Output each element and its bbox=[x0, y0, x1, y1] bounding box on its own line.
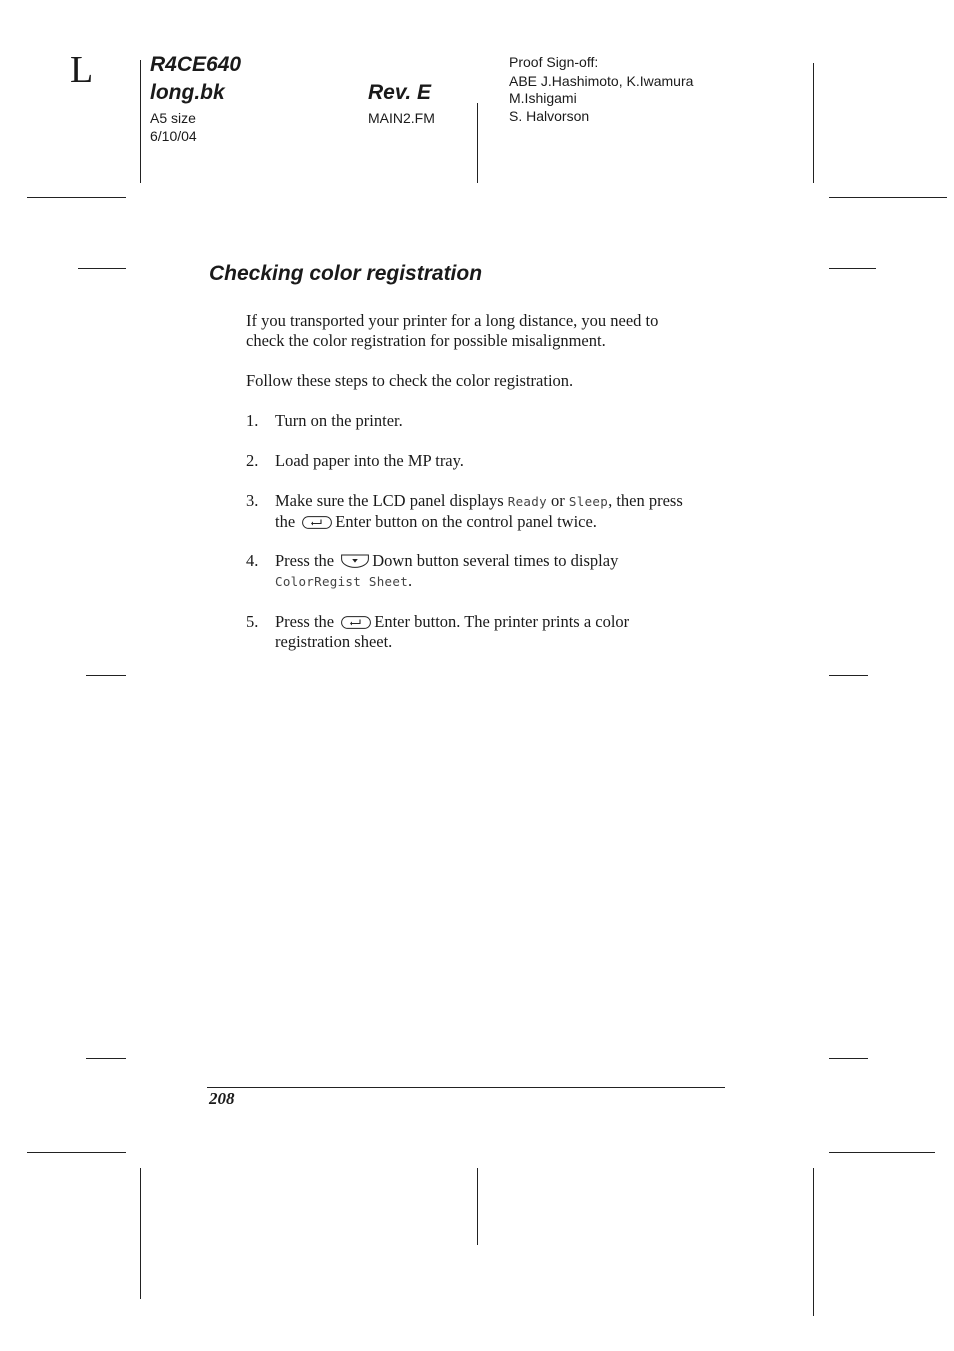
step-text-part: Press the bbox=[275, 551, 335, 570]
crop-mark bbox=[829, 1058, 868, 1059]
crop-mark bbox=[140, 60, 141, 183]
enter-button-icon bbox=[341, 616, 371, 629]
step-text bbox=[275, 551, 727, 592]
step-text-part: Enter button. The printer prints a color bbox=[374, 612, 630, 631]
page-number: 208 bbox=[209, 1089, 235, 1108]
crop-mark bbox=[477, 1168, 478, 1245]
crop-mark bbox=[86, 675, 126, 676]
intro-paragraph bbox=[246, 311, 736, 351]
crop-mark bbox=[78, 268, 126, 269]
step-text-part: or bbox=[546, 491, 569, 510]
crop-mark bbox=[813, 1168, 814, 1316]
step-number: 3. bbox=[246, 491, 259, 510]
proof-line: M.Ishigami bbox=[509, 90, 577, 106]
step-text-part: registration sheet. bbox=[275, 632, 393, 651]
step-text-part: the bbox=[275, 512, 296, 531]
enter-button-icon bbox=[302, 516, 332, 529]
crop-mark bbox=[829, 197, 947, 198]
crop-mark bbox=[27, 1152, 126, 1153]
step-text: Turn on the printer. bbox=[275, 411, 403, 430]
corner-letter: L bbox=[70, 49, 94, 91]
step-text-part: Make sure the LCD panel displays bbox=[275, 491, 508, 510]
lcd-colorregist-text: ColorRegist Sheet bbox=[275, 574, 409, 589]
print-date: 6/10/04 bbox=[150, 128, 197, 144]
proof-label: Proof Sign-off: bbox=[509, 54, 599, 70]
step-text: Load paper into the MP tray. bbox=[275, 451, 464, 470]
crop-mark bbox=[86, 1058, 126, 1059]
step-text-part: Press the bbox=[275, 612, 335, 631]
proof-line: ABE J.Hashimoto, K.Iwamura bbox=[509, 73, 694, 89]
step-text bbox=[275, 491, 727, 532]
book-file: long.bk bbox=[150, 81, 225, 104]
crop-mark bbox=[829, 675, 868, 676]
intro-line: If you transported your printer for a long distance, you need to bbox=[246, 311, 659, 330]
crop-mark bbox=[829, 1152, 935, 1153]
step-text-part: , then press bbox=[608, 491, 683, 510]
crop-mark bbox=[140, 1168, 141, 1299]
step-number: 2. bbox=[246, 451, 259, 470]
doc-code: R4CE640 bbox=[150, 53, 242, 76]
step-text-part: . bbox=[408, 571, 413, 590]
intro-line: check the color registration for possible misalignment. bbox=[246, 331, 606, 350]
section-title: Checking color registration bbox=[209, 262, 483, 285]
step-text-part: Down button several times to display bbox=[372, 551, 619, 570]
step-number: 5. bbox=[246, 612, 259, 631]
follow-paragraph: Follow these steps to check the color registration. bbox=[246, 371, 574, 390]
fm-file: MAIN2.FM bbox=[368, 110, 435, 126]
lcd-sleep-text: Sleep bbox=[568, 494, 609, 509]
down-button-icon bbox=[341, 554, 369, 568]
paper-size: A5 size bbox=[150, 110, 196, 126]
step-number: 4. bbox=[246, 551, 259, 570]
step-text-part: Enter button on the control panel twice. bbox=[335, 512, 597, 531]
revision: Rev. E bbox=[368, 81, 432, 104]
crop-mark bbox=[477, 103, 478, 183]
crop-mark bbox=[813, 63, 814, 183]
crop-mark bbox=[27, 197, 126, 198]
footer-rule bbox=[207, 1087, 725, 1088]
lcd-ready-text: Ready bbox=[507, 494, 547, 509]
crop-mark bbox=[829, 268, 876, 269]
proof-line: S. Halvorson bbox=[509, 108, 590, 124]
step-number: 1. bbox=[246, 411, 259, 430]
step-text bbox=[275, 612, 727, 652]
